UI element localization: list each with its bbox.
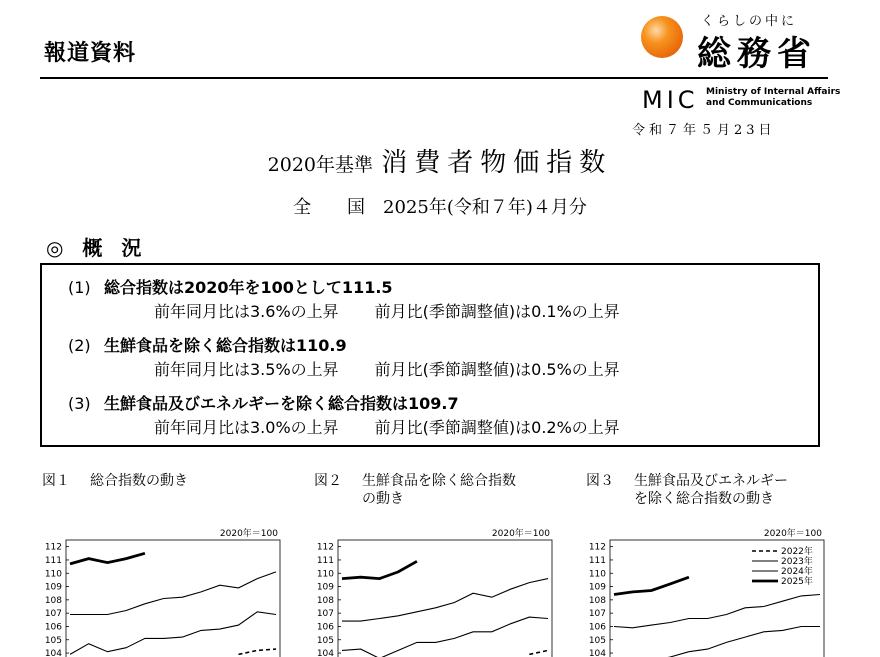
y-tick-label: 112 — [316, 542, 334, 553]
figure-3-title-line1: 生鮮食品及びエネルギー — [634, 473, 788, 489]
series-2-line — [70, 612, 276, 655]
chart-2-svg — [310, 523, 555, 657]
y-tick-label: 104 — [316, 649, 334, 657]
summary-item-1-title — [68, 275, 393, 298]
y-tick-label: 109 — [44, 582, 62, 593]
summary-item-3-text: 生鮮食品及びエネルギーを除く総合指数は109.7 — [104, 394, 459, 413]
figure-1-title-line1: 総合指数の動き — [90, 473, 188, 489]
summary-item-1-number: (1) — [68, 278, 91, 297]
series-4-line — [70, 553, 145, 564]
title-main: 消費者物価指数 — [381, 148, 613, 178]
y-tick-label: 111 — [588, 555, 606, 566]
y-tick-label: 105 — [44, 635, 62, 646]
series-1-line — [529, 650, 548, 654]
ministry-name: 総務省 — [697, 34, 817, 74]
y-tick-label: 106 — [44, 622, 62, 633]
mic-logo-text: MIC — [642, 86, 699, 114]
figure-3-title-line2: を除く総合指数の動き — [634, 491, 774, 507]
plot-frame — [66, 540, 280, 657]
legend-entry: 2024年 — [781, 567, 813, 577]
legend-entry: 2025年 — [781, 577, 813, 587]
summary-item-2-title — [68, 333, 347, 356]
summary-item-1-yoy: 前年同月比は3.6%の上昇 — [154, 302, 339, 321]
release-date: 令和７年５月23日 — [632, 123, 776, 138]
figure-2-title-line2: の動き — [362, 491, 404, 507]
unit-label: 2020年＝100 — [219, 529, 278, 539]
plot-frame — [338, 540, 552, 657]
figure-1-caption — [42, 472, 188, 490]
summary-item-3-mom: 前月比(季節調整値)は0.2%の上昇 — [374, 418, 620, 437]
chart-1-svg — [38, 523, 283, 657]
series-2-line — [614, 627, 820, 657]
y-tick-label: 111 — [44, 555, 62, 566]
y-tick-label: 106 — [588, 622, 606, 633]
chart-2 — [310, 523, 555, 657]
summary-item-3-yoy: 前年同月比は3.0%の上昇 — [154, 418, 339, 437]
legend-entry: 2022年 — [781, 547, 813, 557]
summary-item-1-mom: 前月比(季節調整値)は0.1%の上昇 — [374, 302, 620, 321]
summary-item-2-yoy: 前年同月比は3.5%の上昇 — [154, 360, 339, 379]
y-tick-label: 105 — [588, 635, 606, 646]
summary-item-2-text: 生鮮食品を除く総合指数は110.9 — [104, 336, 347, 355]
figure-3-number: 図３ — [586, 473, 614, 489]
figure-2-caption — [314, 472, 516, 508]
chart-3-svg — [582, 523, 827, 657]
y-tick-label: 107 — [44, 609, 62, 620]
document-subtitle: 全 国 2025年(令和７年)４月分 — [293, 197, 587, 218]
unit-label: 2020年＝100 — [763, 529, 822, 539]
y-tick-label: 110 — [588, 569, 606, 580]
y-tick-label: 111 — [316, 555, 334, 566]
figure-2-number: 図２ — [314, 473, 342, 489]
y-tick-label: 108 — [44, 595, 62, 606]
y-tick-label: 108 — [316, 595, 334, 606]
series-3-line — [614, 595, 820, 628]
y-tick-label: 109 — [316, 582, 334, 593]
y-tick-label: 104 — [44, 649, 62, 657]
ministry-tagline: くらしの中に — [701, 14, 798, 29]
summary-box — [40, 263, 820, 447]
y-tick-label: 108 — [588, 595, 606, 606]
document-title — [0, 142, 880, 179]
legend-entry: 2023年 — [781, 557, 813, 567]
y-tick-label: 107 — [316, 609, 334, 620]
figure-1-number: 図１ — [42, 473, 70, 489]
summary-item-3-detail — [154, 415, 620, 438]
figure-2-title-line1: 生鮮食品を除く総合指数 — [362, 473, 516, 489]
y-tick-label: 106 — [316, 622, 334, 633]
summary-item-1-text: 総合指数は2020年を100として111.5 — [104, 278, 393, 297]
series-4-line — [342, 561, 417, 578]
y-tick-label: 112 — [44, 542, 62, 553]
ministry-name-english — [706, 87, 840, 109]
y-tick-label: 107 — [588, 609, 606, 620]
unit-label: 2020年＝100 — [491, 529, 550, 539]
summary-item-2-mom: 前月比(季節調整値)は0.5%の上昇 — [374, 360, 620, 379]
series-3-line — [342, 579, 548, 622]
title-base-year: 2020年基準 — [267, 154, 374, 176]
y-tick-label: 104 — [588, 649, 606, 657]
ministry-logo-icon — [641, 16, 683, 58]
chart-1 — [38, 523, 283, 657]
summary-item-3-title — [68, 391, 459, 414]
y-tick-label: 110 — [44, 569, 62, 580]
y-tick-label: 105 — [316, 635, 334, 646]
overview-heading: ◎ 概 況 — [46, 236, 148, 260]
figure-3-caption — [586, 472, 788, 508]
ministry-en-line1: Ministry of Internal Affairs — [706, 87, 841, 97]
series-3-line — [70, 572, 276, 615]
y-tick-label: 112 — [588, 542, 606, 553]
header-divider — [40, 77, 828, 79]
y-tick-label: 110 — [316, 569, 334, 580]
series-2-line — [342, 617, 548, 657]
series-1-line — [239, 649, 277, 654]
summary-item-1-detail — [154, 299, 620, 322]
summary-item-2-detail — [154, 357, 620, 380]
chart-3 — [582, 523, 827, 657]
series-4-line — [614, 577, 689, 594]
y-tick-label: 109 — [588, 582, 606, 593]
release-label: 報道資料 — [44, 41, 137, 66]
ministry-en-line2: and Communications — [706, 98, 813, 108]
summary-item-2-number: (2) — [68, 336, 91, 355]
summary-item-3-number: (3) — [68, 394, 91, 413]
